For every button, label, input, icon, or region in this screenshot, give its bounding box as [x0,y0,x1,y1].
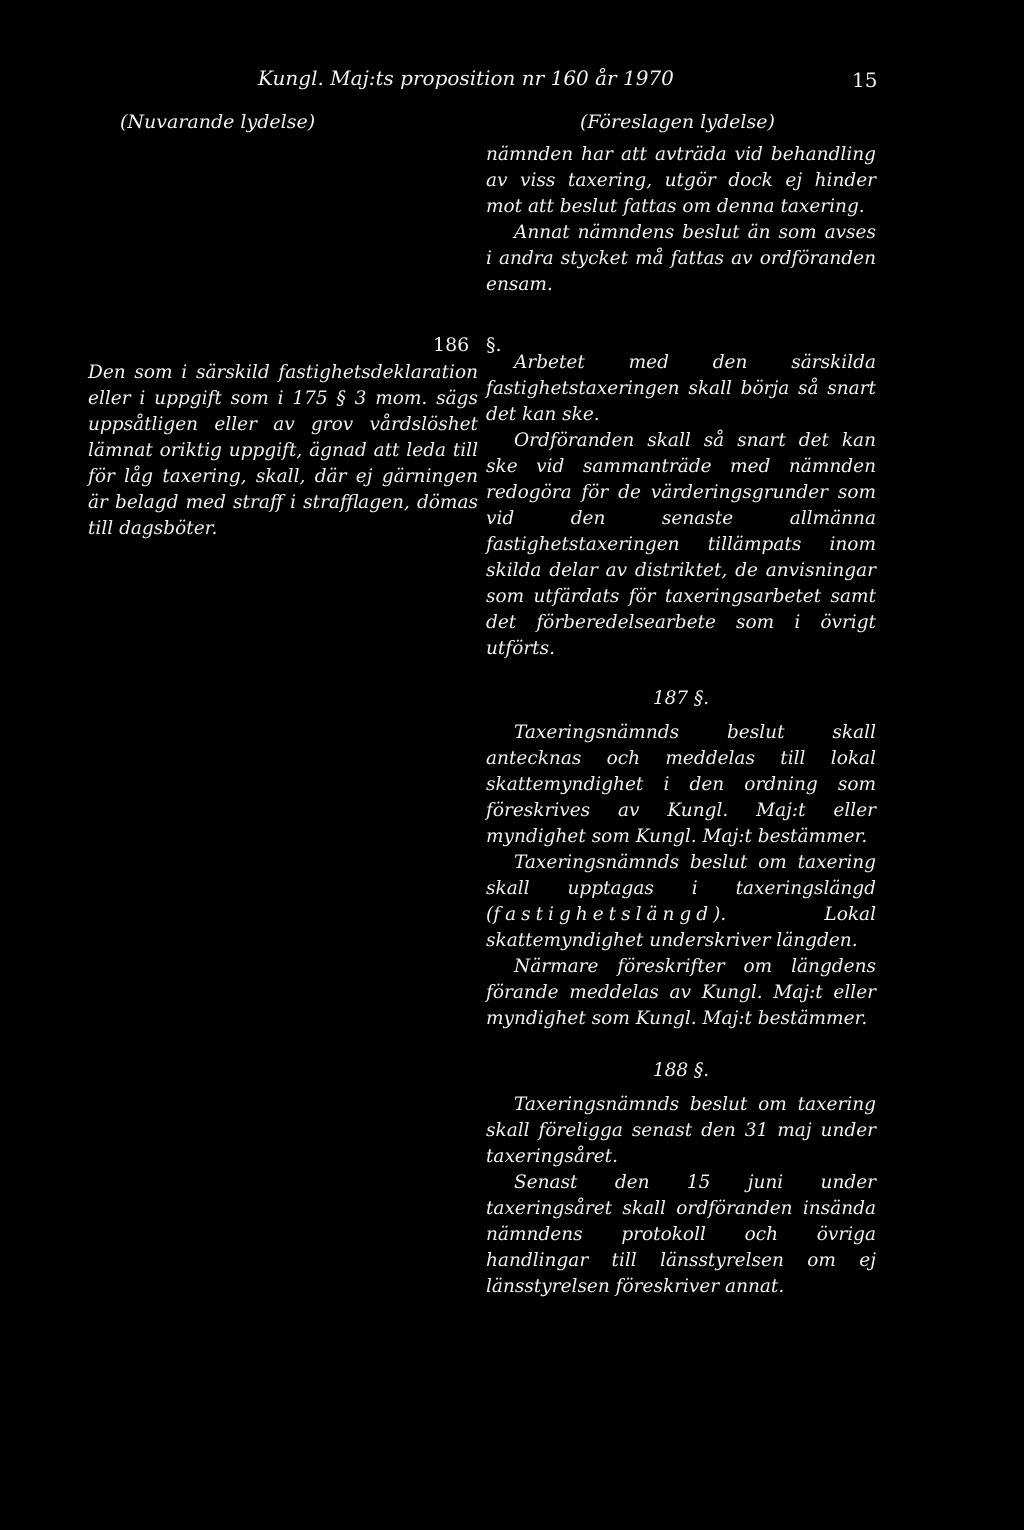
section-187-paragraph-2 [486,850,876,954]
section-187-paragraph-3: Närmare föreskrifter om längdens förande meddelas av Kungl. Maj:t eller myndighet som Kungl. Maj:t bestämmer. [486,956,876,1029]
section-187-spaced-term: fastighetslängd [493,904,714,925]
intro-paragraph-1: nämnden har att avträda vid behandling av viss taxering, utgör dock ej hinder mot att beslut fattas om denna taxering. [486,144,876,217]
intro-paragraph-2: Annat nämndens beslut än som avses i andra stycket må fattas av ordföranden ensam. [486,222,876,295]
section-188-heading: 188 §. [652,1060,710,1081]
right-column-heading: (Föreslagen lydelse) [580,111,775,133]
section-187-heading: 187 §. [652,688,710,709]
section-188-paragraph-1: Taxeringsnämnds beslut om taxering skall föreligga senast den 31 maj under taxeringsåret. [486,1094,876,1167]
section-186-paragraph-2: Ordföranden skall så snart det kan ske vid sammanträde med nämnden redogöra för de värderingsgrunder som vid den senaste allmänna fastighetstaxeringen tillämpats inom skilda delar av distriktet, de anvisningar som utfärdats för taxeringsarbetet samt det förberedelsearbete som i övrigt utförts. [486,430,876,659]
page-number: 15 [852,68,878,92]
section-186-number: 186 [433,334,470,356]
section-186-spacer [486,298,876,350]
running-title: Kungl. Maj:ts proposition nr 160 år 1970 [258,66,674,90]
section-186-paragraph-1: Arbetet med den särskilda fastighetstaxeringen skall börja så snart det kan ske. [486,352,876,425]
section-187-p2-end: ). Lokal skattemyndighet underskriver längden. [486,904,876,951]
section-186-sign: §. [486,334,502,356]
section-188-paragraph-2: Senast den 15 juni under taxeringsåret skall ordföranden insända nämndens protokoll och övriga handlingar till länsstyrelsen om ej länsstyrelsen föreskriver annat. [486,1172,876,1297]
left-column-heading: (Nuvarande lydelse) [120,111,316,133]
right-column-text [486,142,876,1300]
left-paragraph: Den som i särskild fastighetsdeklaration eller i uppgift som i 175 § 3 mom. sägs uppsåtligen eller av grov vårdslöshet lämnat oriktig uppgift, ägnad att leda till för låg taxering, skall, där ej gärningen är belagd med straff i strafflagen, dömas till dagsböter. [88,362,478,539]
section-187-p2-start: Taxeringsnämnds beslut om taxering skall upptagas i taxeringslängd ( [486,852,876,925]
section-187-paragraph-1: Taxeringsnämnds beslut skall antecknas och meddelas till lokal skattemyndighet i den ordning som föreskrives av Kungl. Maj:t eller myndighet som Kungl. Maj:t bestämmer. [486,722,876,847]
left-column-text [88,360,478,542]
